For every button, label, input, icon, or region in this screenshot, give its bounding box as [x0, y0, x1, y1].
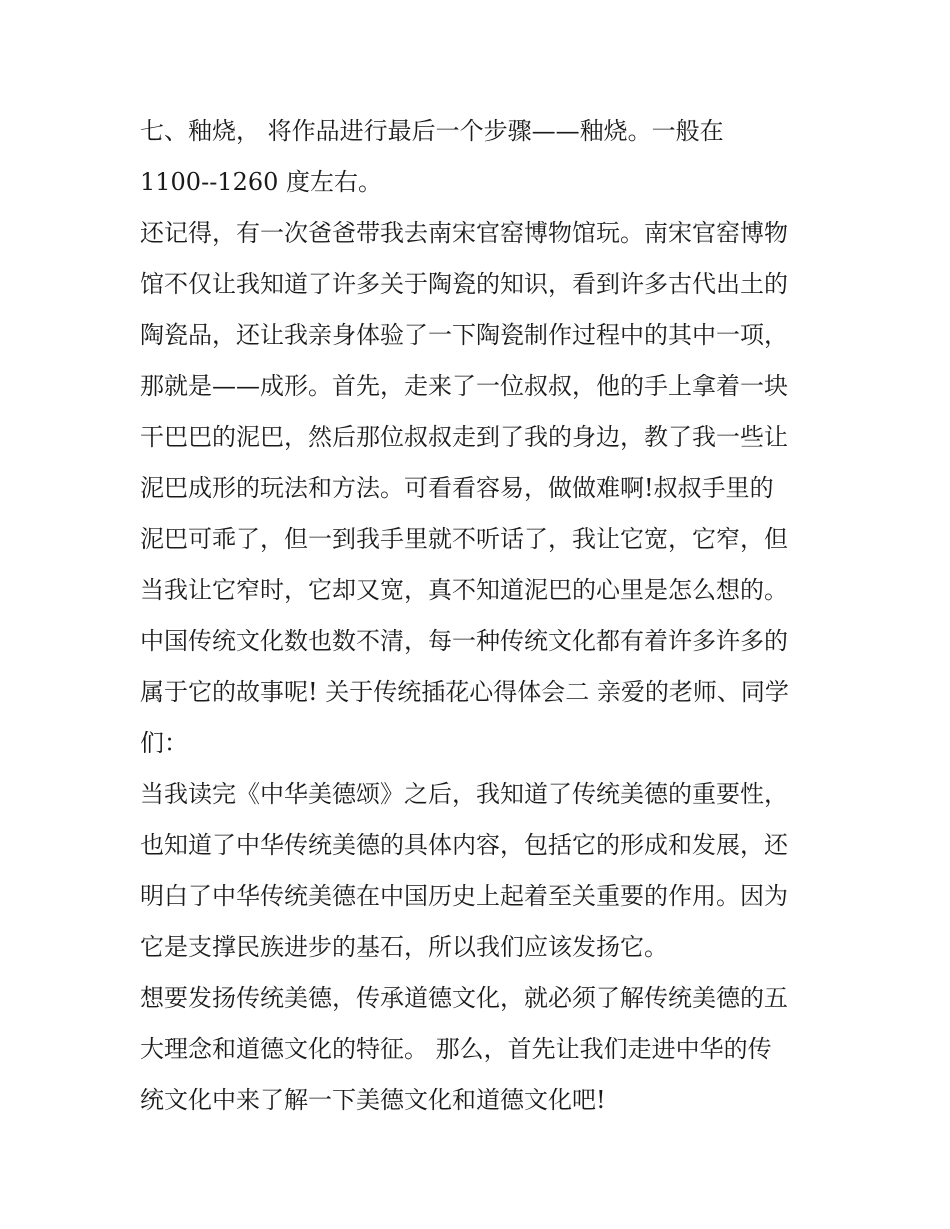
text-line: 1100--1260 度左右。: [140, 168, 383, 196]
text-line: 泥巴成形的玩法和方法。可看看容易，做做难啊!叔叔手里的: [140, 474, 774, 502]
text-line: 也知道了中华传统美德的具体内容，包括它的形成和发展，还: [140, 831, 788, 859]
text-line: 当我让它窄时，它却又宽，真不知道泥巴的心里是怎么想的。: [140, 576, 788, 604]
text-line: 中国传统文化数也数不清，每一种传统文化都有着许多许多的: [140, 627, 788, 655]
text-line: 陶瓷品，还让我亲身体验了一下陶瓷制作过程中的其中一项，: [140, 321, 788, 349]
text-line: 属于它的故事呢! 关于传统插花心得体会二 亲爱的老师、同学: [140, 678, 789, 706]
text-line: 统文化中来了解一下美德文化和道德文化吧!: [140, 1086, 606, 1114]
text-line: 当我读完《中华美德颂》之后，我知道了传统美德的重要性，: [140, 780, 788, 808]
text-line: 那就是——成形。首先，走来了一位叔叔，他的手上拿着一块: [140, 372, 788, 400]
text-line: 想要发扬传统美德，传承道德文化，就必须了解传统美德的五: [140, 984, 788, 1012]
text-line: 它是支撑民族进步的基石，所以我们应该发扬它。: [140, 933, 668, 961]
document-body: [140, 106, 820, 1126]
text-line: 明白了中华传统美德在中国历史上起着至关重要的作用。因为: [140, 882, 788, 910]
text-line: 七、釉烧， 将作品进行最后一个步骤——釉烧。一般在: [140, 117, 724, 145]
text-line: 泥巴可乖了，但一到我手里就不听话了，我让它宽，它窄，但: [140, 525, 788, 553]
text-line: 大理念和道德文化的特征。 那么，首先让我们走进中华的传: [140, 1035, 772, 1063]
text-line: 干巴巴的泥巴，然后那位叔叔走到了我的身边，教了我一些让: [140, 423, 788, 451]
text-line: 们：: [140, 729, 188, 757]
text-line: 馆不仅让我知道了许多关于陶瓷的知识，看到许多古代出土的: [140, 270, 788, 298]
text-line: 还记得，有一次爸爸带我去南宋官窑博物馆玩。南宋官窑博物: [140, 219, 788, 247]
